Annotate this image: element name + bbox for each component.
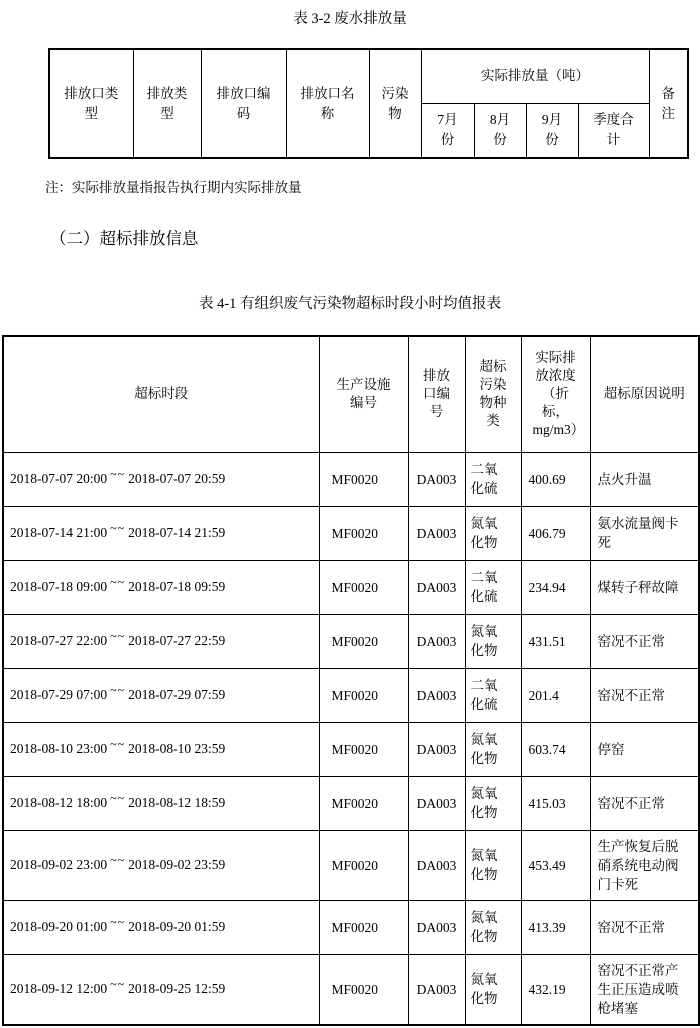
- header-quarter-total: 季度合计: [578, 103, 649, 158]
- cell-reason: 窑况不正常: [590, 776, 699, 830]
- header-period: 超标时段: [3, 336, 319, 452]
- cell-pollutant: 二氧化硫: [465, 560, 521, 614]
- table1-header-row-1: [49, 49, 688, 103]
- cell-outlet-id: DA003: [408, 560, 465, 614]
- header-discharge-type: 排放类型: [133, 49, 201, 158]
- cell-facility-id: MF0020: [319, 900, 408, 954]
- section-heading: （二）超标排放信息: [50, 229, 199, 248]
- cell-outlet-id: DA003: [408, 900, 465, 954]
- cell-pollutant: 氮氧化物: [465, 614, 521, 668]
- cell-concentration: 431.51: [521, 614, 590, 668]
- period-start: 2018-07-18 09:00: [10, 579, 108, 594]
- header-outlet-id: 排放口编号: [408, 336, 465, 452]
- period-separator: ~~: [110, 629, 126, 643]
- period-end: 2018-07-18 09:59: [128, 579, 226, 594]
- table-row: [3, 506, 699, 560]
- period-separator: ~~: [110, 737, 126, 751]
- cell-period: [3, 614, 319, 668]
- period-start: 2018-08-10 23:00: [10, 741, 108, 756]
- header-pollutant: 污染物: [369, 49, 421, 158]
- period-separator: ~~: [110, 977, 126, 991]
- period-start: 2018-07-27 22:00: [10, 633, 108, 648]
- cell-reason: 窑况不正常: [590, 614, 699, 668]
- period-separator: ~~: [110, 575, 126, 589]
- cell-facility-id: MF0020: [319, 614, 408, 668]
- cell-concentration: 603.74: [521, 722, 590, 776]
- period-separator: ~~: [110, 683, 126, 697]
- cell-facility-id: MF0020: [319, 560, 408, 614]
- cell-concentration: 432.19: [521, 954, 590, 1025]
- period-start: 2018-07-14 21:00: [10, 525, 108, 540]
- period-end: 2018-09-25 12:59: [128, 981, 226, 996]
- header-actual-amount-group: 实际排放量（吨）: [421, 49, 649, 103]
- cell-reason: 氨水流量阀卡死: [590, 506, 699, 560]
- cell-period: [3, 954, 319, 1025]
- cell-reason: 窑况不正常: [590, 900, 699, 954]
- cell-facility-id: MF0020: [319, 830, 408, 900]
- cell-outlet-id: DA003: [408, 954, 465, 1025]
- header-remark: 备注: [649, 49, 688, 158]
- cell-reason: 煤转子秤故障: [590, 560, 699, 614]
- period-end: 2018-08-10 23:59: [128, 741, 226, 756]
- period-start: 2018-07-29 07:00: [10, 687, 108, 702]
- cell-outlet-id: DA003: [408, 452, 465, 506]
- period-start: 2018-08-12 18:00: [10, 795, 108, 810]
- header-month-september: 9月份: [526, 103, 578, 158]
- cell-outlet-id: DA003: [408, 722, 465, 776]
- header-outlet-name: 排放口名称: [286, 49, 369, 158]
- table-row: [3, 614, 699, 668]
- cell-period: [3, 776, 319, 830]
- cell-facility-id: MF0020: [319, 954, 408, 1025]
- period-end: 2018-07-07 20:59: [128, 471, 226, 486]
- cell-period: [3, 506, 319, 560]
- table1-note: 注：实际排放量指报告执行期内实际排放量: [45, 180, 302, 195]
- wastewater-discharge-table: [48, 48, 689, 159]
- period-end: 2018-07-14 21:59: [128, 525, 226, 540]
- table-row: [3, 560, 699, 614]
- period-start: 2018-09-02 23:00: [10, 857, 108, 872]
- cell-reason: 窑况不正常: [590, 668, 699, 722]
- cell-pollutant: 氮氧化物: [465, 506, 521, 560]
- period-end: 2018-09-02 23:59: [128, 857, 226, 872]
- period-separator: ~~: [110, 467, 126, 481]
- header-outlet-type: 排放口类型: [49, 49, 133, 158]
- cell-period: [3, 668, 319, 722]
- cell-concentration: 453.49: [521, 830, 590, 900]
- cell-facility-id: MF0020: [319, 776, 408, 830]
- period-separator: ~~: [110, 853, 126, 867]
- cell-reason: 停窑: [590, 722, 699, 776]
- period-separator: ~~: [110, 915, 126, 929]
- overage-table-body: [3, 452, 699, 1025]
- cell-pollutant: 二氧化硫: [465, 452, 521, 506]
- cell-outlet-id: DA003: [408, 830, 465, 900]
- period-separator: ~~: [110, 521, 126, 535]
- header-reason: 超标原因说明: [590, 336, 699, 452]
- cell-facility-id: MF0020: [319, 452, 408, 506]
- period-end: 2018-07-29 07:59: [128, 687, 226, 702]
- cell-pollutant: 氮氧化物: [465, 954, 521, 1025]
- header-outlet-code: 排放口编码: [201, 49, 286, 158]
- cell-period: [3, 722, 319, 776]
- cell-concentration: 400.69: [521, 452, 590, 506]
- cell-facility-id: MF0020: [319, 722, 408, 776]
- period-start: 2018-09-20 01:00: [10, 919, 108, 934]
- header-concentration: 实际排放浓度（折标，mg/m3）: [521, 336, 590, 452]
- cell-period: [3, 830, 319, 900]
- cell-pollutant: 氮氧化物: [465, 776, 521, 830]
- cell-concentration: 415.03: [521, 776, 590, 830]
- table-row: [3, 722, 699, 776]
- table2-title: 表 4-1 有组织废气污染物超标时段小时均值报表: [198, 296, 502, 312]
- period-start: 2018-09-12 12:00: [10, 981, 108, 996]
- header-month-july: 7月份: [421, 103, 474, 158]
- period-separator: ~~: [110, 791, 126, 805]
- cell-concentration: 406.79: [521, 506, 590, 560]
- table-row: [3, 954, 699, 1025]
- table-row: [3, 668, 699, 722]
- cell-period: [3, 900, 319, 954]
- table-row: [3, 452, 699, 506]
- cell-period: [3, 560, 319, 614]
- header-month-august: 8月份: [474, 103, 526, 158]
- cell-facility-id: MF0020: [319, 506, 408, 560]
- table-row: [3, 830, 699, 900]
- cell-reason: 生产恢复后脱硝系统电动阀门卡死: [590, 830, 699, 900]
- cell-pollutant: 二氧化硫: [465, 668, 521, 722]
- table-row: [3, 900, 699, 954]
- period-end: 2018-09-20 01:59: [128, 919, 226, 934]
- period-end: 2018-08-12 18:59: [128, 795, 226, 810]
- cell-pollutant: 氮氧化物: [465, 900, 521, 954]
- cell-pollutant: 氮氧化物: [465, 722, 521, 776]
- table2-header-row: [3, 336, 699, 452]
- cell-outlet-id: DA003: [408, 614, 465, 668]
- overage-hourly-table: [2, 335, 700, 1026]
- header-pollutant-type: 超标污染物种类: [465, 336, 521, 452]
- period-start: 2018-07-07 20:00: [10, 471, 108, 486]
- cell-facility-id: MF0020: [319, 668, 408, 722]
- cell-reason: 窑况不正常产生正压造成喷枪堵塞: [590, 954, 699, 1025]
- cell-concentration: 413.39: [521, 900, 590, 954]
- table-row: [3, 776, 699, 830]
- header-facility-id: 生产设施编号: [319, 336, 408, 452]
- cell-outlet-id: DA003: [408, 668, 465, 722]
- period-end: 2018-07-27 22:59: [128, 633, 226, 648]
- cell-pollutant: 氮氧化物: [465, 830, 521, 900]
- cell-outlet-id: DA003: [408, 776, 465, 830]
- cell-period: [3, 452, 319, 506]
- cell-concentration: 234.94: [521, 560, 590, 614]
- cell-reason: 点火升温: [590, 452, 699, 506]
- cell-concentration: 201.4: [521, 668, 590, 722]
- cell-outlet-id: DA003: [408, 506, 465, 560]
- table1-title: 表 3-2 废水排放量: [293, 11, 407, 27]
